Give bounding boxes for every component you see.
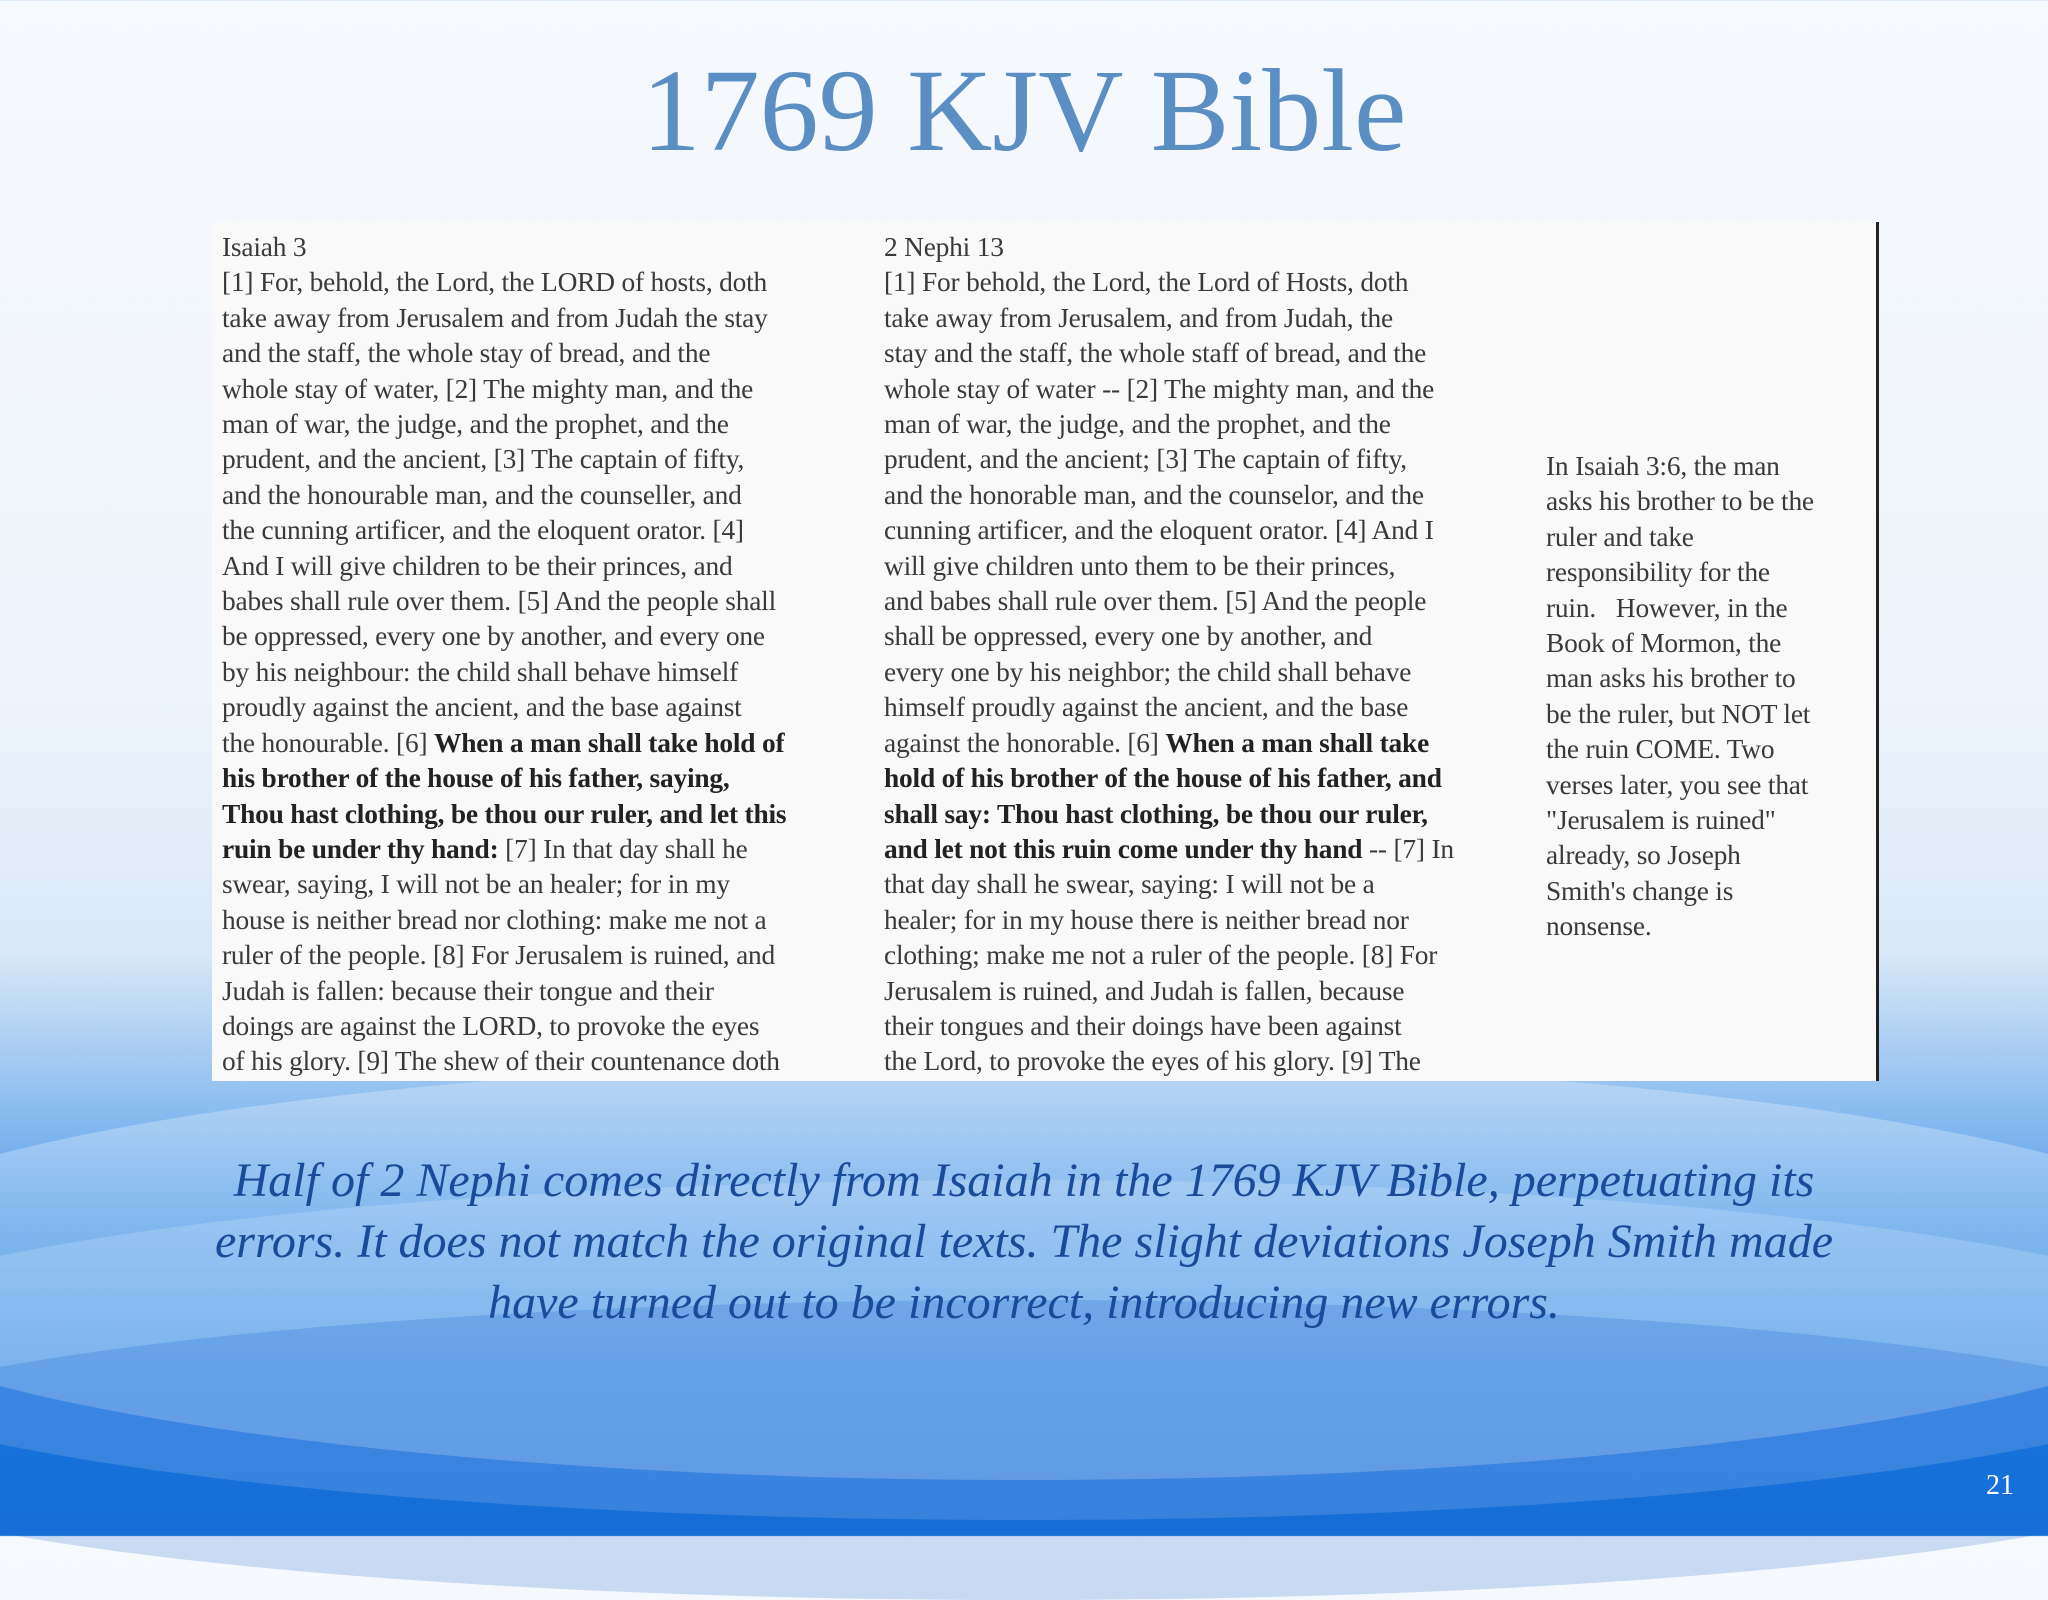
note-line: be the ruler, but NOT let (1546, 698, 1811, 729)
verse-line (884, 336, 1534, 371)
scripture-comparison-image (212, 222, 1879, 1081)
verse-line (884, 903, 1534, 938)
note-line: the ruin COME. Two (1546, 734, 1775, 765)
verse-line (884, 690, 1534, 725)
verse-line (884, 549, 1534, 584)
verse-text: -- [7] In (1362, 833, 1454, 864)
verse-text: clothing; make me not a ruler of the people. [8] For (884, 940, 1438, 971)
verse-line (884, 372, 1534, 407)
verse-line (884, 478, 1534, 513)
verse-text: man of war, the judge, and the prophet, and the (884, 409, 1391, 440)
verse-text: man of war, the judge, and the prophet, and the (222, 409, 729, 440)
verse-text: doings are against the LORD, to provoke the eyes (222, 1010, 760, 1041)
verse-line (222, 726, 872, 761)
verse-text: healer; for in my house there is neither bread nor (884, 904, 1409, 935)
isaiah-column (222, 230, 872, 1080)
verse-line (222, 549, 872, 584)
note-line: verses later, you see that (1546, 769, 1809, 800)
verse-line (222, 336, 872, 371)
note-line: Smith's change is (1546, 875, 1734, 906)
verse-line (222, 301, 872, 336)
verse-text: the cunning artificer, and the eloquent orator. [4] (222, 515, 744, 546)
verse-text: [1] For behold, the Lord, the Lord of Hosts, doth (884, 267, 1409, 298)
verse-line (222, 655, 872, 690)
verse-line (884, 867, 1534, 902)
background-wave (0, 1300, 2048, 1600)
highlighted-verse-text: When a man shall take hold of (434, 727, 785, 758)
verse-line (884, 797, 1534, 832)
verse-text: the honourable. [6] (222, 727, 435, 758)
verse-line (222, 1044, 872, 1079)
verse-line (222, 513, 872, 548)
verse-text: whole stay of water -- [2] The mighty man, and the (884, 373, 1435, 404)
commentary-note (1546, 230, 1871, 945)
highlighted-verse-text: his brother of the house of his father, saying, (222, 763, 730, 794)
nephi-column (884, 230, 1534, 1080)
verse-text: that day shall he swear, saying: I will not be a (884, 869, 1375, 900)
verse-line (222, 690, 872, 725)
verse-text: every one by his neighbor; the child shall behave (884, 656, 1412, 687)
verse-text: swear, saying, I will not be an healer; for in my (222, 869, 730, 900)
verse-line (884, 726, 1534, 761)
verse-text: of his glory. [9] The shew of their countenance doth (222, 1046, 780, 1077)
note-line: nonsense. (1546, 911, 1652, 942)
verse-text: by his neighbour: the child shall behave himself (222, 656, 739, 687)
verse-line (222, 797, 872, 832)
slide-title: 1769 KJV Bible (641, 45, 1407, 176)
verse-text: house is neither bread nor clothing: make me not a (222, 904, 767, 935)
verse-text: [7] In that day shall he (498, 833, 748, 864)
verse-text: prudent, and the ancient, [3] The captain of fifty, (222, 444, 745, 475)
verse-line (884, 655, 1534, 690)
verse-line (884, 1009, 1534, 1044)
verse-text: Jerusalem is ruined, and Judah is fallen, because (884, 975, 1405, 1006)
verse-text: And I will give children to be their princes, and (222, 550, 733, 581)
verse-line (884, 832, 1534, 867)
note-line: ruin. However, in the (1546, 592, 1788, 623)
verse-line (884, 974, 1534, 1009)
verse-text: whole stay of water, [2] The mighty man, and the (222, 373, 754, 404)
verse-line (222, 1009, 872, 1044)
verse-line (222, 372, 872, 407)
column-heading: 2 Nephi 13 (884, 232, 1004, 262)
column-heading: Isaiah 3 (222, 232, 307, 262)
verse-text: himself proudly against the ancient, and the base (884, 692, 1409, 723)
verse-text: cunning artificer, and the eloquent orator. [4] And I (884, 515, 1434, 546)
verse-text: ruler of the people. [8] For Jerusalem is ruined, and (222, 940, 776, 971)
verse-line (222, 442, 872, 477)
note-line: asks his brother to be the (1546, 486, 1814, 517)
highlighted-verse-text: When a man shall take (1165, 727, 1430, 758)
verse-line (222, 761, 872, 796)
verse-text: will give children unto them to be their princes, (884, 550, 1396, 581)
verse-text: babes shall rule over them. [5] And the people shall (222, 586, 776, 617)
verse-line (222, 867, 872, 902)
note-line: "Jerusalem is ruined" (1546, 805, 1776, 836)
highlighted-verse-text: ruin be under thy hand: (222, 833, 499, 864)
note-line: already, so Joseph (1546, 840, 1741, 871)
verse-text: the Lord, to provoke the eyes of his glory. [9] The (884, 1046, 1421, 1077)
note-line: In Isaiah 3:6, the man (1546, 451, 1780, 481)
verse-line (884, 1044, 1534, 1079)
highlighted-verse-text: shall say: Thou hast clothing, be thou our ruler, (884, 798, 1428, 829)
verse-line (884, 301, 1534, 336)
verse-text: their tongues and their doings have been against (884, 1010, 1402, 1041)
verse-text: and the honourable man, and the counseller, and (222, 479, 742, 510)
verse-text: prudent, and the ancient; [3] The captain of fifty, (884, 444, 1407, 475)
note-line: ruler and take (1546, 521, 1694, 552)
verse-line (884, 442, 1534, 477)
slide-caption (140, 1150, 1908, 1333)
caption-line: have turned out to be incorrect, introducing new errors. (488, 1276, 1560, 1329)
caption-line: Half of 2 Nephi comes directly from Isaiah in the 1769 KJV Bible, perpetuating its (233, 1154, 1815, 1207)
note-line: responsibility for the (1546, 557, 1770, 588)
verse-line (884, 513, 1534, 548)
verse-text: be oppressed, every one by another, and every one (222, 621, 765, 652)
verse-text: and the honorable man, and the counselor, and the (884, 479, 1424, 510)
verse-text: stay and the staff, the whole staff of bread, and the (884, 338, 1427, 369)
verse-line (222, 584, 872, 619)
verse-line (222, 619, 872, 654)
verse-line (222, 832, 872, 867)
verse-line (222, 478, 872, 513)
verse-line (884, 761, 1534, 796)
verse-line (884, 584, 1534, 619)
verse-line (222, 938, 872, 973)
verse-text: against the honorable. [6] (884, 727, 1166, 758)
verse-text: [1] For, behold, the Lord, the LORD of hosts, doth (222, 267, 768, 298)
verse-line (884, 407, 1534, 442)
verse-line (222, 407, 872, 442)
verse-text: shall be oppressed, every one by another, and (884, 621, 1373, 652)
verse-line (222, 903, 872, 938)
verse-line (222, 265, 872, 300)
highlighted-verse-text: and let not this ruin come under thy hand (884, 833, 1363, 864)
verse-text: and babes shall rule over them. [5] And the people (884, 586, 1427, 617)
note-line: man asks his brother to (1546, 663, 1796, 694)
verse-text: and the staff, the whole stay of bread, and the (222, 338, 711, 369)
highlighted-verse-text: Thou hast clothing, be thou our ruler, and let this (222, 798, 787, 829)
verse-line (884, 938, 1534, 973)
verse-line (884, 265, 1534, 300)
note-line: Book of Mormon, the (1546, 628, 1782, 659)
caption-line: errors. It does not match the original texts. The slight deviations Joseph Smith made (214, 1215, 1834, 1268)
verse-text: take away from Jerusalem, and from Judah, the (884, 302, 1393, 333)
page-number: 21 (1986, 1470, 2014, 1501)
verse-text: Judah is fallen: because their tongue and their (222, 975, 714, 1006)
highlighted-verse-text: hold of his brother of the house of his father, and (884, 763, 1442, 794)
verse-text: take away from Jerusalem and from Judah the stay (222, 302, 768, 333)
verse-text: proudly against the ancient, and the base against (222, 692, 742, 723)
verse-line (884, 619, 1534, 654)
verse-line (222, 974, 872, 1009)
